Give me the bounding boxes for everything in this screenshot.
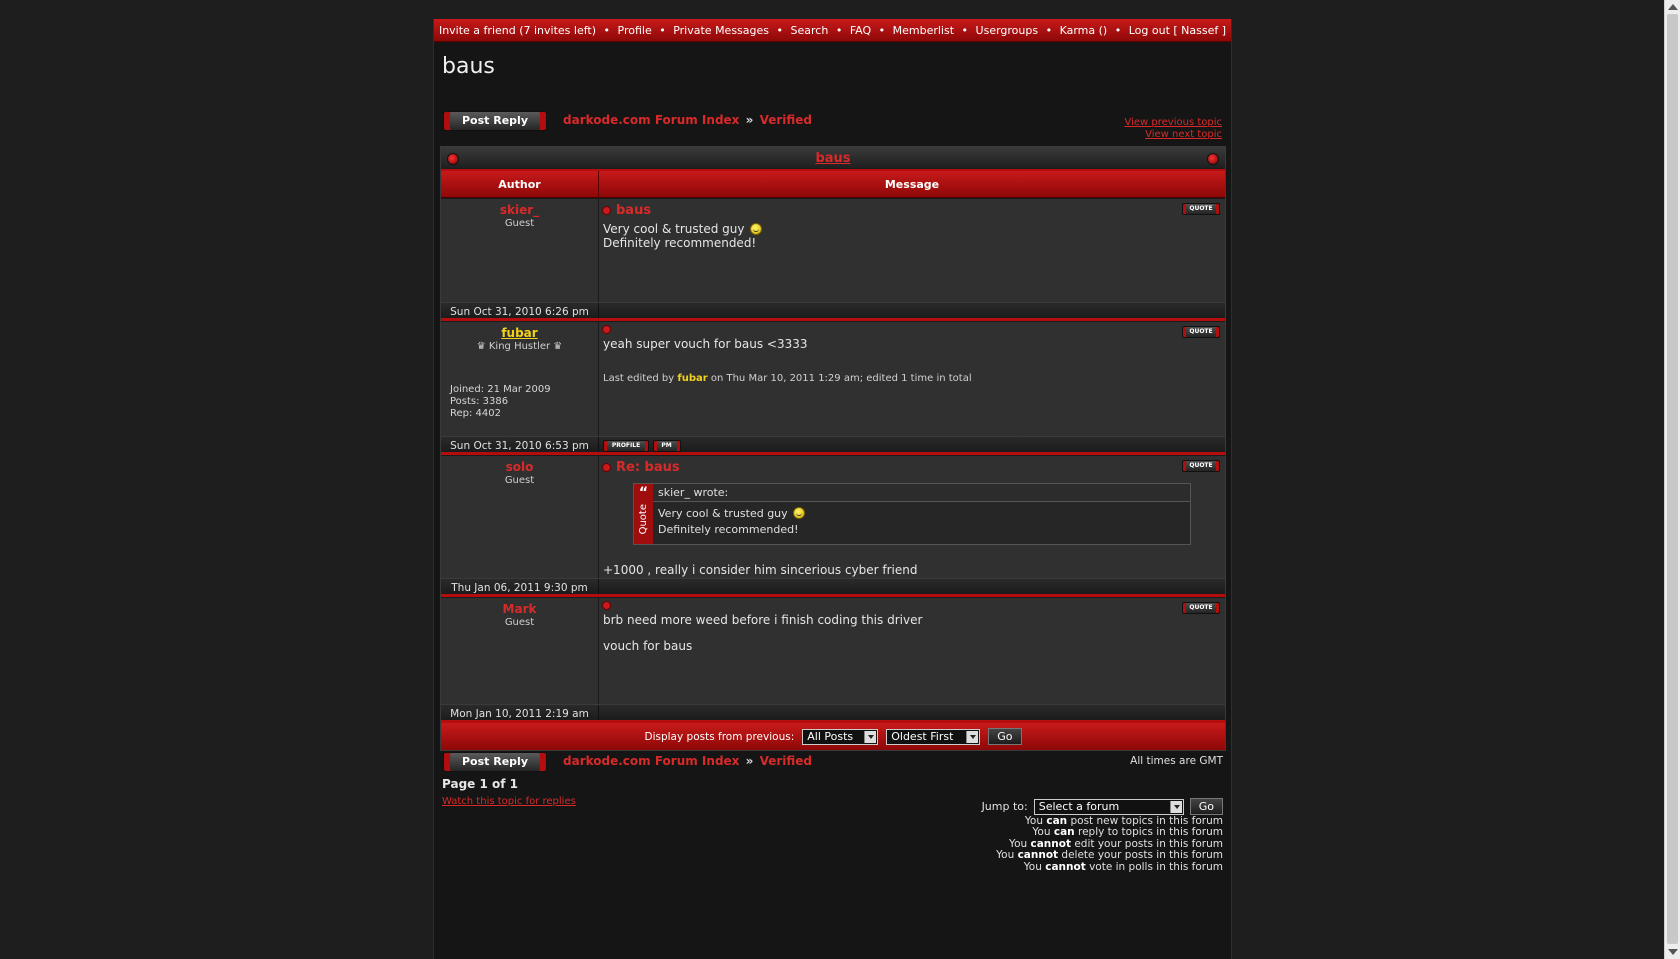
post-author-rank: Guest: [504, 475, 535, 486]
post-row: [441, 597, 1225, 704]
table-title-link[interactable]: baus: [815, 151, 851, 166]
breadcrumb-forum-link[interactable]: Verified: [759, 113, 812, 127]
post-date: Sun Oct 31, 2010 6:26 pm: [441, 303, 599, 318]
profile-button[interactable]: PROFILE: [603, 440, 649, 452]
post-row: [441, 321, 1225, 436]
post-author-cell: [441, 456, 599, 578]
display-options-bar: [441, 723, 1225, 750]
jump-to-form: [982, 798, 1223, 815]
nav-karma-link[interactable]: Karma (): [1059, 24, 1108, 37]
post-icon[interactable]: [603, 326, 610, 333]
posts-range-select[interactable]: [802, 729, 878, 745]
table-title-bar: [441, 147, 1225, 171]
breadcrumb-separator: »: [745, 113, 754, 127]
posts-order-select[interactable]: [886, 729, 980, 745]
post-author-rank: Guest: [504, 617, 535, 628]
view-previous-topic-link[interactable]: View previous topic: [1124, 117, 1222, 128]
post-reply-button[interactable]: Post Reply: [443, 752, 547, 772]
post-footer: [441, 578, 1225, 597]
nav-usergroups-link[interactable]: Usergroups: [975, 24, 1039, 37]
post-message-cell: [599, 598, 1225, 704]
view-next-topic-link[interactable]: View next topic: [1145, 129, 1222, 140]
post-author-rank: ♛ King Hustler ♛: [476, 341, 563, 352]
decor-dot-icon: [1207, 153, 1219, 165]
breadcrumb-index-link[interactable]: darkode.com Forum Index: [563, 113, 740, 127]
nav-separator: •: [776, 24, 784, 37]
post-icon[interactable]: [603, 464, 610, 471]
author-posts: Posts: 3386: [450, 396, 509, 407]
pm-button[interactable]: PM: [653, 440, 681, 452]
post-date: Sun Oct 31, 2010 6:53 pm: [441, 437, 599, 452]
column-message: Message: [884, 178, 940, 191]
post-subject: [603, 326, 1221, 333]
post-body: [603, 563, 1221, 577]
page-scrollbar[interactable]: [1664, 0, 1680, 959]
posts-range-value: All Posts: [807, 729, 854, 743]
post-author-stats: [450, 384, 551, 420]
permission-line: You can post new topics in this forum: [1024, 815, 1223, 827]
nav-search-link[interactable]: Search: [790, 24, 829, 37]
top-navigation: [434, 19, 1231, 42]
post-text: Definitely recommended!: [603, 236, 757, 250]
smile-icon: [750, 223, 762, 235]
nav-invite-link[interactable]: Invite a friend (7 invites left): [438, 24, 597, 37]
post-author-rank: Guest: [504, 218, 535, 229]
post-edited-note: [603, 373, 1221, 384]
timezone-note: All times are GMT: [1130, 755, 1223, 767]
nav-pm-link[interactable]: Private Messages: [673, 24, 770, 37]
permission-line: You cannot delete your posts in this forum: [996, 849, 1223, 862]
post-body: [603, 222, 1221, 250]
quote-button[interactable]: QUOTE: [1182, 602, 1220, 614]
nav-separator: •: [1114, 24, 1122, 37]
edited-prefix: Last edited by: [603, 373, 675, 384]
post-footer: [441, 302, 1225, 321]
quote-author: skier_ wrote:: [653, 484, 1190, 502]
post-row: [441, 198, 1225, 302]
post-subject: [603, 203, 1221, 218]
nav-separator: •: [1045, 24, 1053, 37]
nav-profile-link[interactable]: Profile: [617, 24, 652, 37]
post-message-cell: [599, 456, 1225, 578]
breadcrumb: [563, 754, 812, 768]
post-subject-text: Re: baus: [616, 460, 680, 475]
quote-text: [653, 502, 1190, 544]
nav-separator: •: [835, 24, 843, 37]
post-footer: [441, 436, 1225, 455]
post-text: Very cool & trusted guy: [603, 222, 745, 236]
permission-line: You can reply to topics in this forum: [1032, 826, 1223, 839]
jump-go-button[interactable]: Go: [1190, 798, 1223, 815]
quote-content: [653, 484, 1190, 544]
forum-jump-value: Select a forum: [1038, 799, 1120, 813]
scrollbar-thumb[interactable]: [1667, 14, 1678, 944]
decor-dot-icon: [447, 153, 459, 165]
post-date: Thu Jan 06, 2011 9:30 pm: [441, 579, 599, 594]
chevron-down-icon: [1170, 801, 1182, 813]
quote-line: Very cool & trusted guy: [658, 507, 788, 520]
scroll-up-icon[interactable]: [1668, 4, 1678, 10]
post-actions: [599, 303, 1225, 318]
post-actions: [599, 437, 1225, 452]
post-text: yeah super vouch for baus <3333: [603, 337, 808, 351]
post-author-cell: [441, 322, 599, 436]
post-message-cell: [599, 199, 1225, 302]
quote-side-label: Quote: [638, 504, 649, 535]
post-subject: [603, 460, 1221, 475]
post-footer: [441, 704, 1225, 723]
breadcrumb-index-link[interactable]: darkode.com Forum Index: [563, 754, 740, 768]
post-author-name: Mark: [502, 602, 537, 616]
quote-button[interactable]: QUOTE: [1182, 326, 1220, 338]
forum-permissions: [996, 816, 1223, 873]
post-icon[interactable]: [603, 602, 610, 609]
post-icon[interactable]: [603, 207, 610, 214]
nav-separator: •: [961, 24, 969, 37]
post-author-cell: [441, 199, 599, 302]
scroll-down-icon[interactable]: [1668, 949, 1678, 955]
quote-button[interactable]: QUOTE: [1182, 203, 1220, 215]
smile-icon: [793, 507, 805, 519]
display-go-button[interactable]: Go: [988, 728, 1021, 745]
chevron-down-icon: [864, 731, 876, 743]
edited-user-link[interactable]: fubar: [677, 373, 708, 384]
post-text: vouch for baus: [603, 639, 693, 653]
quote-sidebar: [634, 484, 653, 544]
nav-memberlist-link[interactable]: Memberlist: [892, 24, 955, 37]
nav-logout-link[interactable]: Log out [ Nassef ]: [1128, 24, 1227, 37]
post-row: [441, 455, 1225, 578]
nav-separator: •: [659, 24, 666, 37]
quote-line: Definitely recommended!: [658, 523, 799, 536]
post-author-name: solo: [505, 460, 534, 474]
edited-suffix: on Thu Mar 10, 2011 1:29 am; edited 1 time in total: [710, 373, 972, 384]
post-body: [603, 337, 1221, 351]
page-info: Page 1 of 1: [442, 777, 518, 791]
nav-separator: •: [603, 24, 611, 37]
post-text: +1000 , really i consider him sincerious cyber friend: [603, 563, 918, 577]
watch-topic-link[interactable]: Watch this topic for replies: [442, 796, 576, 807]
posts-table: [440, 146, 1226, 751]
post-actions: [599, 579, 1225, 594]
chevron-down-icon: [966, 731, 978, 743]
permission-line: You cannot vote in polls in this forum: [1023, 860, 1223, 873]
post-reply-button[interactable]: Post Reply: [443, 111, 547, 131]
post-author-name[interactable]: fubar: [501, 326, 538, 340]
post-date: Mon Jan 10, 2011 2:19 am: [441, 705, 599, 720]
quote-block: [633, 483, 1191, 545]
topic-navigation: [1124, 117, 1222, 141]
quote-button[interactable]: QUOTE: [1182, 460, 1220, 472]
display-label: Display posts from previous:: [644, 730, 795, 743]
post-actions: [599, 705, 1225, 720]
post-body: [603, 613, 1221, 653]
post-message-cell: [599, 322, 1225, 436]
breadcrumb-forum-link[interactable]: Verified: [759, 754, 812, 768]
posts-order-value: Oldest First: [891, 729, 954, 743]
page-title[interactable]: baus: [442, 54, 495, 79]
column-author: Author: [441, 171, 599, 197]
forum-jump-select[interactable]: [1034, 799, 1184, 815]
post-text: brb need more weed before i finish coding this driver: [603, 613, 923, 627]
post-author-name: skier_: [499, 203, 540, 217]
nav-faq-link[interactable]: FAQ: [849, 24, 872, 37]
post-subject: [603, 602, 1221, 609]
breadcrumb-separator: »: [745, 754, 754, 768]
permission-line: You cannot edit your posts in this forum: [1009, 837, 1223, 850]
nav-separator: •: [878, 24, 886, 37]
author-rep: Rep: 4402: [450, 408, 501, 419]
jump-label: Jump to:: [981, 800, 1028, 813]
column-headers: [441, 171, 1225, 198]
post-author-cell: [441, 598, 599, 704]
author-joined: Joined: 21 Mar 2009: [450, 384, 551, 395]
breadcrumb: [563, 113, 812, 127]
post-subject-text: baus: [616, 203, 652, 218]
forum-container: [433, 19, 1232, 959]
quote-mark-icon: “: [638, 485, 649, 501]
